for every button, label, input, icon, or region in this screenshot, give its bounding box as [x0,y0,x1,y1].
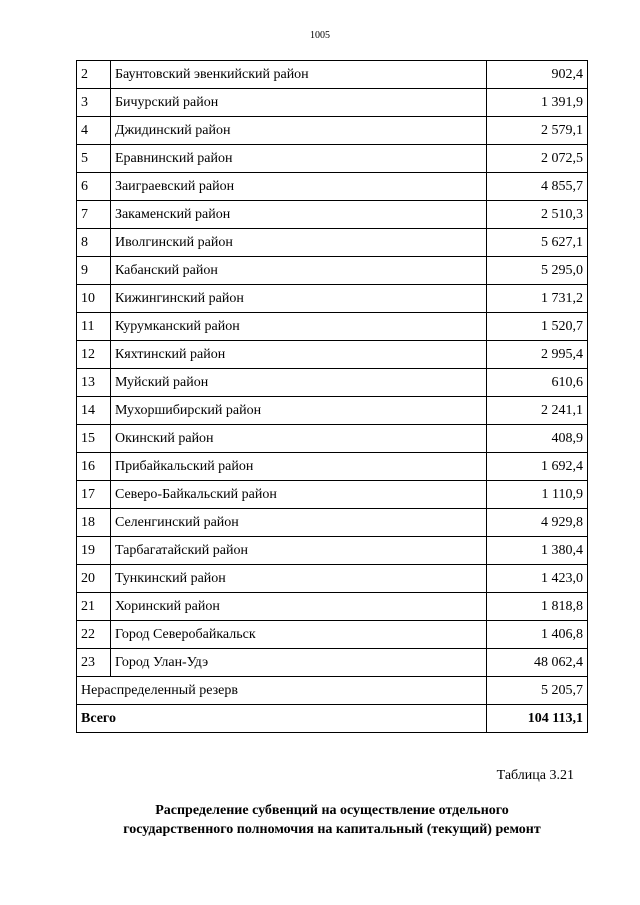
row-number: 7 [77,201,111,229]
table-row [77,621,588,649]
row-number: 5 [77,145,111,173]
district-name: Хоринский район [110,593,486,621]
district-name: Город Улан-Удэ [110,649,486,677]
table-row [77,481,588,509]
subvention-amount: 2 510,3 [487,201,588,229]
subvention-amount: 5 627,1 [487,229,588,257]
row-number: 19 [77,537,111,565]
subvention-amount: 2 241,1 [487,397,588,425]
subvention-amount: 4 855,7 [487,173,588,201]
subvention-amount: 1 380,4 [487,537,588,565]
table-row [77,509,588,537]
district-name: Селенгинский район [110,509,486,537]
district-name: Баунтовский эвенкийский район [110,61,486,89]
row-number: 20 [77,565,111,593]
table-row [77,369,588,397]
row-number: 21 [77,593,111,621]
subvention-amount: 408,9 [487,425,588,453]
table-row [77,313,588,341]
section-title-line-1: Распределение субвенций на осуществление отдельного [155,803,509,818]
row-number: 3 [77,89,111,117]
table-row [77,649,588,677]
table-body [77,61,588,733]
district-name: Мухоршибирский район [110,397,486,425]
district-name: Тункинский район [110,565,486,593]
subvention-amount: 2 579,1 [487,117,588,145]
table-row [77,61,588,89]
row-number: 12 [77,341,111,369]
subvention-amount: 4 929,8 [487,509,588,537]
subvention-amount: 5 295,0 [487,257,588,285]
district-name: Еравнинский район [110,145,486,173]
section-title-line-2: государственного полномочия на капитальный (текущий) ремонт [123,822,541,837]
table-row [77,565,588,593]
row-number: 6 [77,173,111,201]
row-number: 4 [77,117,111,145]
table-row [77,453,588,481]
subvention-amount: 1 520,7 [487,313,588,341]
row-number: 8 [77,229,111,257]
row-number: 17 [77,481,111,509]
total-row [77,705,588,733]
district-name: Кабанский район [110,257,486,285]
row-number: 23 [77,649,111,677]
reserve-row [77,677,588,705]
total-label: Всего [77,705,487,733]
district-name: Прибайкальский район [110,453,486,481]
table-row [77,117,588,145]
subvention-amount: 902,4 [487,61,588,89]
district-name: Кижингинский район [110,285,486,313]
subvention-amount: 1 110,9 [487,481,588,509]
district-name: Окинский район [110,425,486,453]
table-row [77,173,588,201]
district-name: Тарбагатайский район [110,537,486,565]
table-row [77,537,588,565]
subvention-amount: 1 731,2 [487,285,588,313]
table-caption: Таблица 3.21 [496,768,574,783]
subvention-amount: 48 062,4 [487,649,588,677]
table-row [77,145,588,173]
subvention-amount: 610,6 [487,369,588,397]
reserve-label: Нераспределенный резерв [77,677,487,705]
row-number: 15 [77,425,111,453]
district-name: Закаменский район [110,201,486,229]
subvention-amount: 2 072,5 [487,145,588,173]
subvention-amount: 1 406,8 [487,621,588,649]
subvention-table [76,60,588,733]
district-name: Джидинский район [110,117,486,145]
row-number: 18 [77,509,111,537]
table-row [77,425,588,453]
district-name: Кяхтинский район [110,341,486,369]
page-number: 1005 [310,30,330,41]
table-row [77,593,588,621]
section-title [60,801,604,839]
table-row [77,397,588,425]
district-name: Муйский район [110,369,486,397]
subvention-amount: 1 423,0 [487,565,588,593]
table-row [77,89,588,117]
district-name: Заиграевский район [110,173,486,201]
row-number: 22 [77,621,111,649]
row-number: 10 [77,285,111,313]
subvention-amount: 1 818,8 [487,593,588,621]
district-name: Иволгинский район [110,229,486,257]
subvention-amount: 2 995,4 [487,341,588,369]
table-row [77,201,588,229]
reserve-amount: 5 205,7 [487,677,588,705]
table-row [77,285,588,313]
district-name: Город Северобайкальск [110,621,486,649]
subvention-amount: 1 391,9 [487,89,588,117]
row-number: 14 [77,397,111,425]
table-row [77,341,588,369]
subvention-amount: 1 692,4 [487,453,588,481]
district-name: Северо-Байкальский район [110,481,486,509]
row-number: 11 [77,313,111,341]
total-amount: 104 113,1 [487,705,588,733]
row-number: 9 [77,257,111,285]
row-number: 16 [77,453,111,481]
table-row [77,229,588,257]
district-name: Курумканский район [110,313,486,341]
district-name: Бичурский район [110,89,486,117]
table-row [77,257,588,285]
row-number: 2 [77,61,111,89]
row-number: 13 [77,369,111,397]
